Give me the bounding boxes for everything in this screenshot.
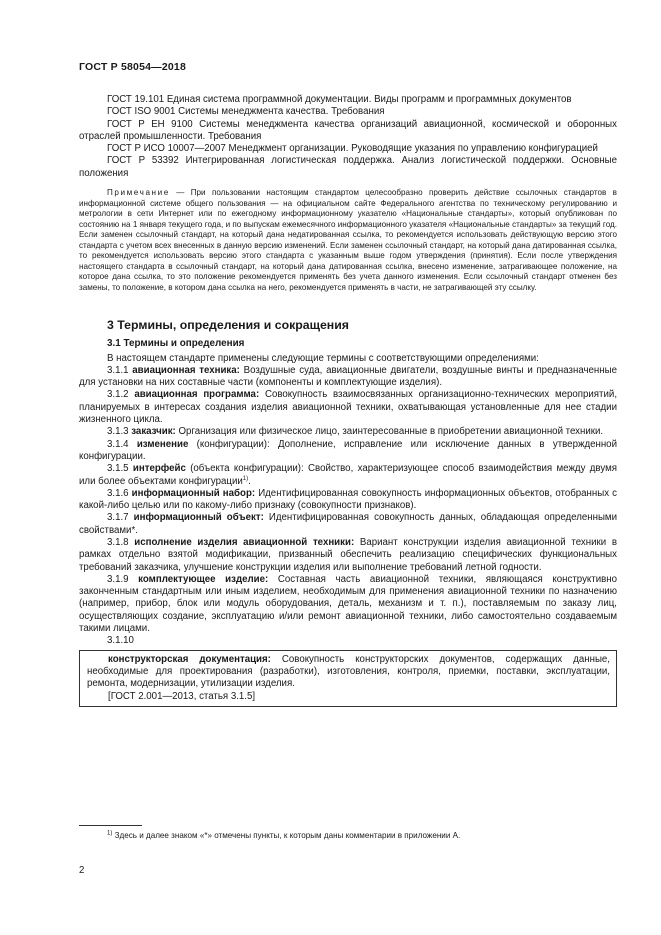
term-definition: Идентифицированная совокупность информационных объектов, отобранных с какой-либо целью или по какому-либо признаку (совокупности признаков). (79, 487, 617, 512)
boxed-term (79, 650, 617, 707)
term-entry (79, 512, 617, 537)
term-definition: Идентифицированная совокупность данных, обладающая определенными свойствами*. (79, 512, 617, 536)
footnote-reference[interactable]: 1) (242, 475, 249, 482)
term-definition: Совокупность конструкторских документов, содержащих данные, необходимые для проектирования (разработки), изготовления, контроля, приемки, поставки, эксплуатации, ремонта, модернизации, утилизации изделия. (87, 653, 610, 690)
terms-intro: В настоящем стандарте применены следующие термины с соответствующими определениями: (107, 352, 539, 364)
term-name: авиационная техника: (132, 364, 240, 376)
term-name: информационный объект: (133, 512, 264, 524)
term-name: комплектующее изделие: (138, 573, 269, 585)
term-definition: Составная часть авиационной техники, являющаяся конструктивно законченным стандартным или иным изделием, необходимым для применения авиационной техники по назначению (например, прибор, блок или модуль оборудования, деталь, механизм и т. п.), поставляемым по заказу лиц, осуществляющих создание, эксплуатацию и/или ремонт авиационной техники, либо самостоятельно создаваемым такими лицами. (79, 573, 617, 635)
term-number: 3.1.2 (107, 389, 129, 401)
reference-item: ГОСТ Р 53392 Интегрированная логистическая поддержка. Анализ логистической поддержки. Основные положения (79, 155, 617, 179)
term-entry (79, 365, 617, 390)
term-number: 3.1.4 (107, 438, 129, 450)
term-entry (79, 389, 617, 426)
term-entry (79, 439, 617, 464)
term-source: [ГОСТ 2.001—2013, статья 3.1.5] (108, 690, 256, 702)
footnote (79, 831, 617, 842)
section-heading: 3 Термины, определения и сокращения (107, 317, 349, 332)
page-content (79, 94, 617, 707)
term-number: 3.1.1 (107, 364, 129, 376)
term-name: конструкторская документация: (108, 653, 271, 665)
term-entry (79, 574, 617, 635)
term-name: изменение (136, 438, 189, 450)
term-entry (79, 463, 617, 488)
term-entry (79, 488, 617, 513)
footnote-divider (79, 825, 142, 826)
terms-list (79, 365, 617, 636)
term-number: 3.1.6 (107, 487, 129, 499)
note-label: Примечание (107, 188, 170, 198)
term-name: информационный набор: (131, 487, 256, 499)
reference-item: ГОСТ Р ИСО 10007—2007 Менеджмент организации. Руководящие указания по управлению конфигурацией (107, 143, 598, 155)
note-text: — При пользовании настоящим стандартом целесообразно проверить действие ссылочных стандартов в информационной системе общего пользования — на официальном сайте Федерального агентства по техническому регулированию и метрологии в сети Интернет или по ежегодному информационному указателю «Национальные стандарты», который опубликован по состоянию на 1 января текущего года, и по выпускам ежемесячного информационного указателя «Национальные стандарты» за текущий год. Если заменен ссылочный стандарт, на который дана недатированная ссылка, то рекомендуется использовать действующую версию этого стандарта с учетом всех внесенных в данную версию изменений. Если заменен ссылочный стандарт, на который дана датированная ссылка, то рекомендуется использовать версию этого стандарта с указанным выше годом утверждения (принятия). Если после утверждения настоящего стандарта в ссылочный стандарт, на который дана датированная ссылка, внесено изменение, затрагивающее положение, на которое дана ссылка, то это положение рекомендуется применять без учета данного изменения. Если ссылочный стандарт отменен без замены, то положение, в котором дана ссылка на него, рекомендуется применять в части, не затрагивающей эту ссылку. (79, 188, 617, 292)
term-definition: (конфигурации): Дополнение, исправление или исключение данных в утвержденной конфигурации. (79, 438, 617, 462)
term-number: 3.1.8 (107, 537, 129, 548)
boxed-term-number: 3.1.10 (107, 635, 134, 647)
term-name: интерфейс (132, 463, 186, 475)
term-entry (79, 426, 617, 438)
subsection-heading: 3.1 Термины и определения (107, 337, 245, 349)
term-name: авиационная программа: (134, 389, 260, 401)
term-name: заказчик: (131, 426, 176, 438)
document-code-header: ГОСТ Р 58054—2018 (79, 61, 187, 73)
term-number: 3.1.5 (107, 463, 129, 475)
term-definition: (объекта конфигурации): Свойство, характеризующее способ взаимодействия между двумя или более объектами конфигурации (79, 463, 617, 487)
term-number: 3.1.7 (107, 512, 129, 524)
page-number: 2 (79, 865, 85, 876)
normative-references-list (79, 94, 617, 180)
note-paragraph (79, 188, 617, 293)
reference-item: ГОСТ 19.101 Единая система программной документации. Виды программ и программных документов (107, 94, 572, 105)
term-definition: Воздушные суда, авиационные двигатели, воздушные винты и предназначенные для установки на них составные части (компоненты и комплектующие изделия). (79, 364, 617, 389)
term-definition-tail: . (248, 475, 251, 487)
footnote-mark: 1) (107, 830, 113, 837)
term-entry (79, 537, 617, 574)
term-name: исполнение изделия авиационной техники: (134, 537, 355, 548)
term-number: 3.1.3 (107, 426, 129, 438)
term-definition: Вариант конструкции изделия авиационной техники в рамках отдельно взятой модификации, призванный обеспечить реализацию специфических функциональных требований заказчика, улучшение конструкции изделия или выполнение требований летной годности. (79, 537, 617, 573)
term-definition: Совокупность взаимосвязанных организационно-технических мероприятий, планируемых в интересах создания изделия авиационной техники, охватывающая установленные для нее стадии жизненного цикла. (79, 389, 618, 426)
reference-item: ГОСТ Р ЕН 9100 Системы менеджмента качества организаций авиационной, космической и оборонных отраслей промышленности. Требования (79, 118, 617, 142)
term-number: 3.1.9 (107, 573, 129, 585)
reference-item: ГОСТ ISO 9001 Системы менеджмента качества. Требования (107, 106, 385, 118)
footnote-text: Здесь и далее знаком «*» отмечены пункты, к которым даны комментарии в приложении А. (112, 831, 461, 840)
term-entry (87, 654, 610, 691)
term-definition: Организация или физическое лицо, заинтересованные в приобретении авиационной техники. (175, 426, 604, 438)
